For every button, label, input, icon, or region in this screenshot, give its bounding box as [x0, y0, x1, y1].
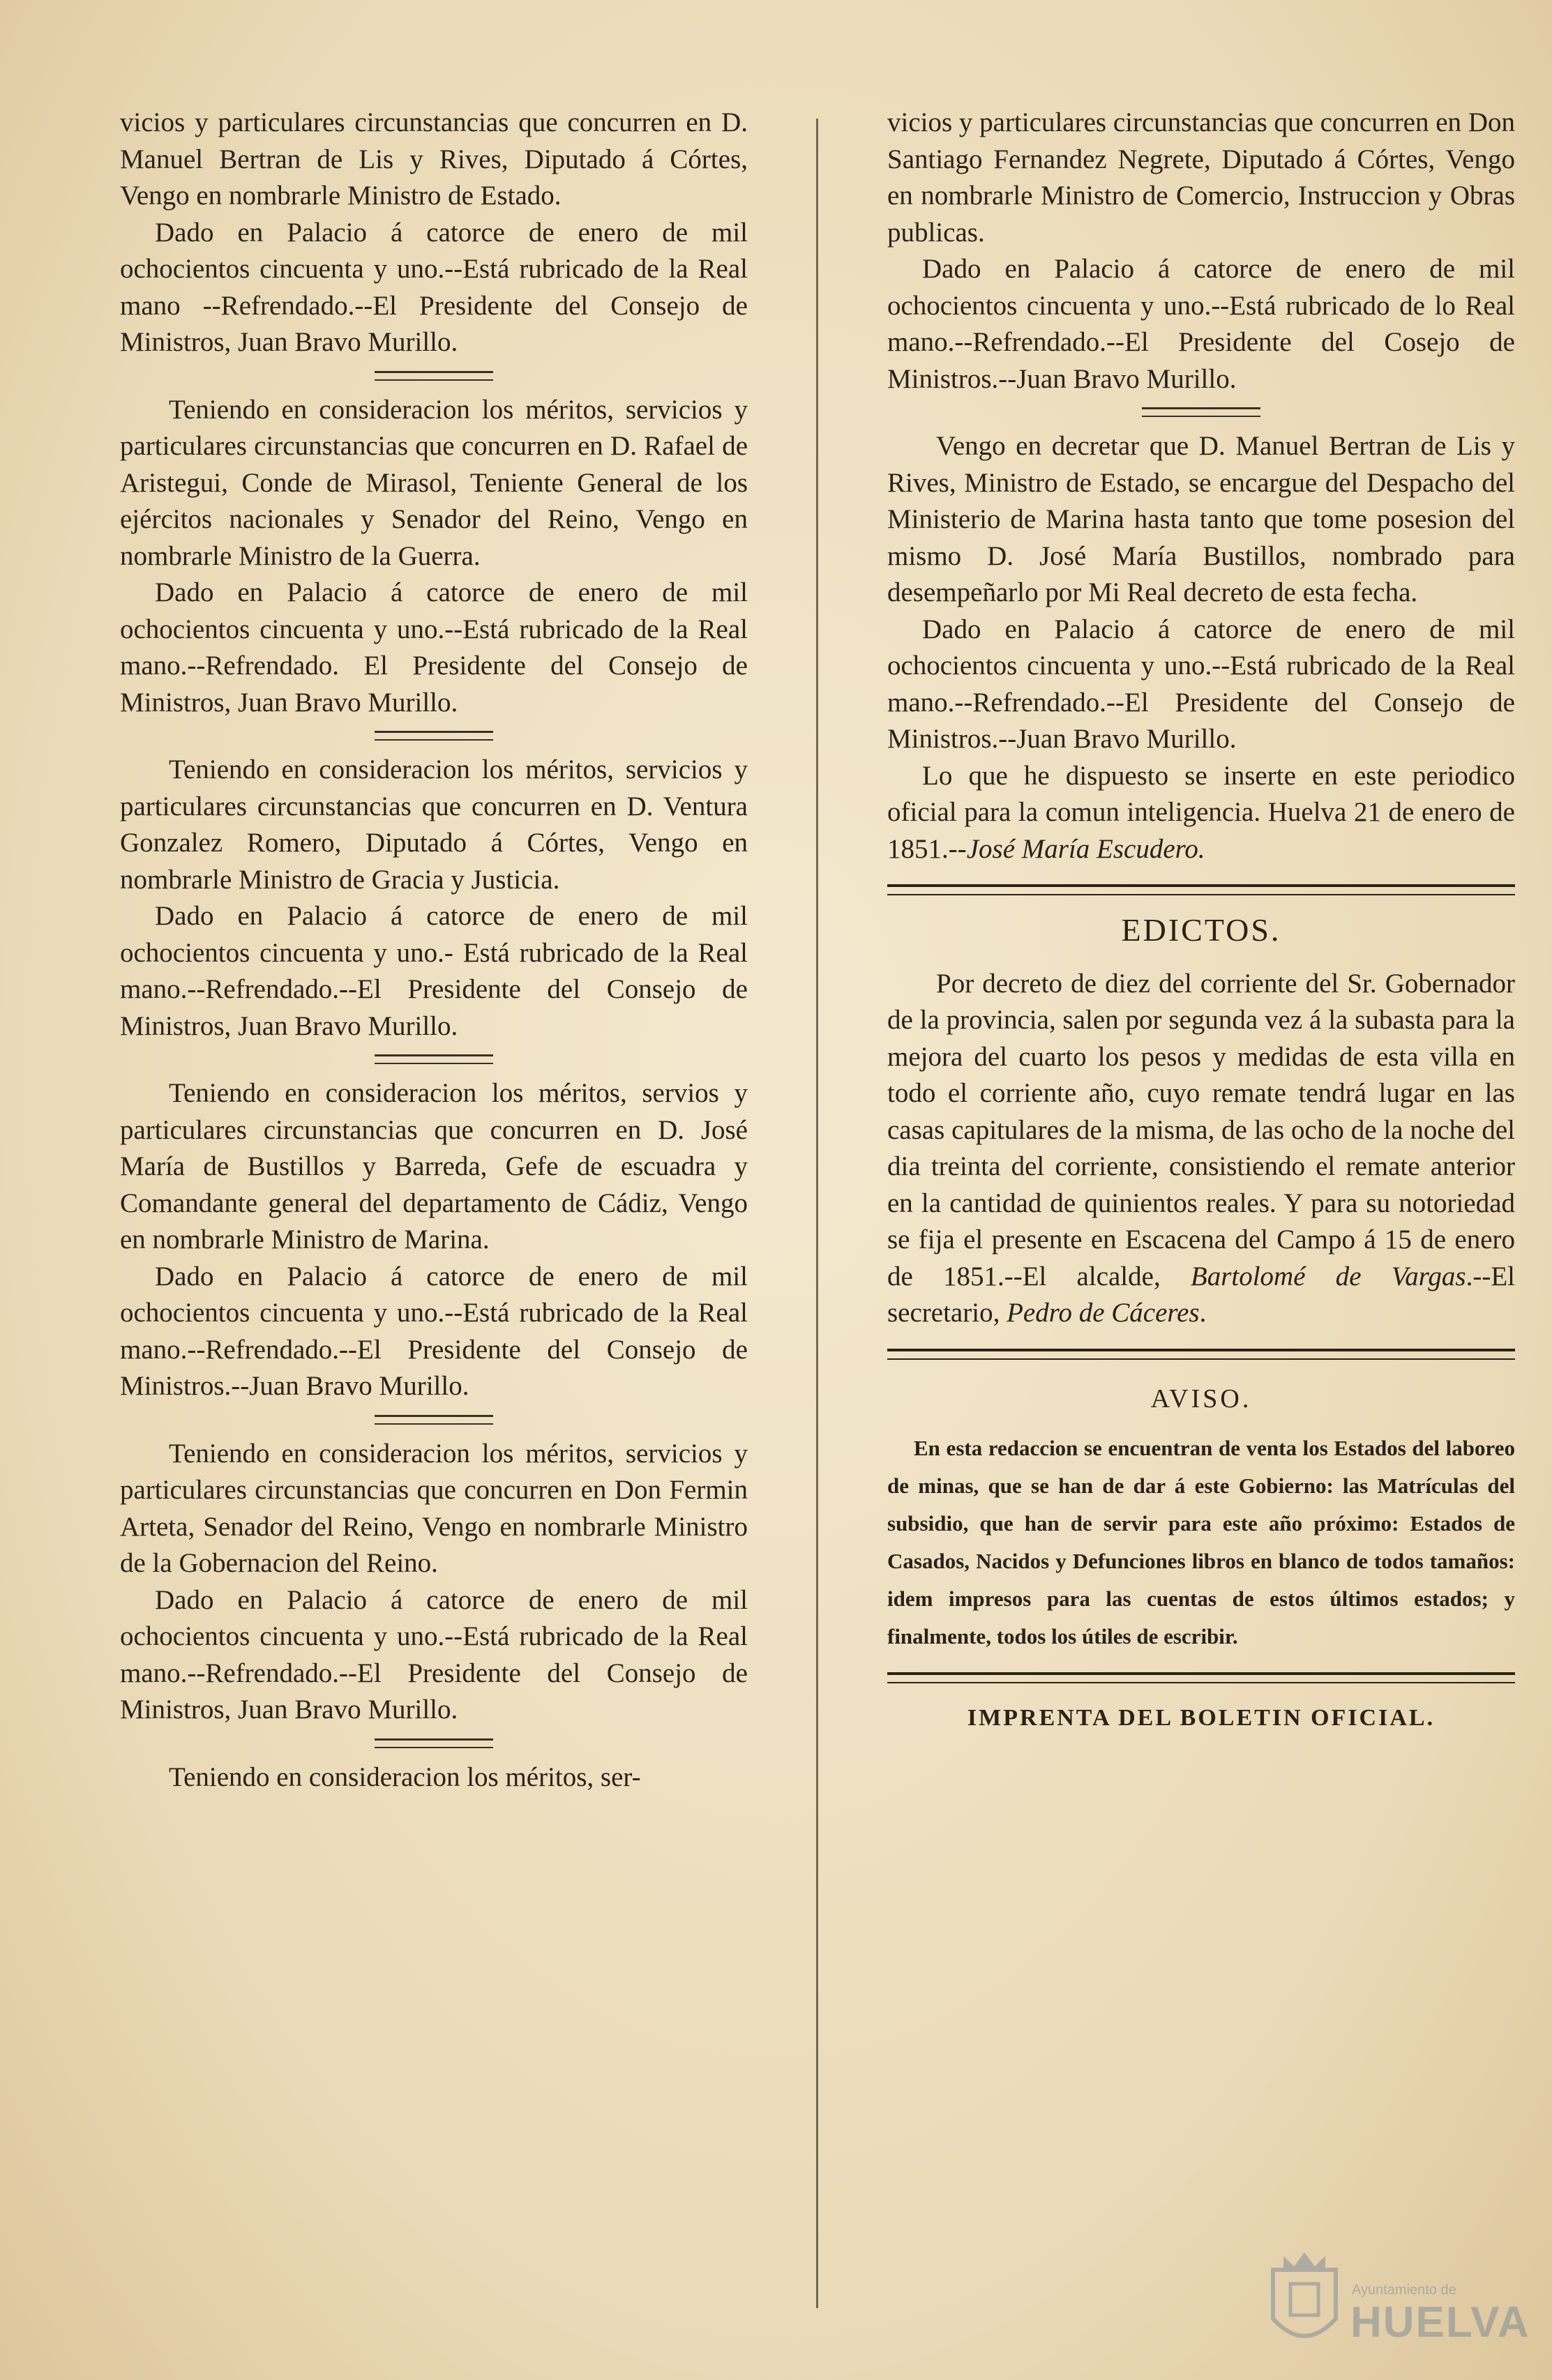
- dado-en-palacio: Dado en Palacio á catorce de enero de mil ochocientos cincuenta y uno.--Está rubricado de la Real mano.--Refrendado.--El Presidente del Consejo de Ministros.--Juan Bravo Murillo.: [120, 1261, 748, 1401]
- section-separator: [375, 1738, 493, 1748]
- watermark-big-text: HUELVA: [1350, 2298, 1530, 2347]
- dado-en-palacio: Dado en Palacio á catorce de enero de mil ochocientos cincuenta y uno.--Está rubricado de la Real mano.--Refrendado.--El Presidente del Consejo de Ministros.--Juan Bravo Murillo.: [887, 614, 1515, 754]
- decree-guerra: Teniendo en consideracion los méritos, servicios y particulares circunstancias que concurren en D. Rafael de Aristegui, Conde de Mirasol, Teniente General de los ejércitos nacionales y Senador del Reino, Vengo en nombrarle Ministro de la Guerra.: [120, 394, 748, 571]
- dado-en-palacio: Dado en Palacio á catorce de enero de mil ochocientos cincuenta y uno.--Está rubricado de la Real mano --Refrendado.--El Presidente del Consejo de Ministros, Juan Bravo Murillo.: [120, 217, 748, 357]
- section-double-rule: [887, 884, 1515, 895]
- publication-note-text: Lo que he dispuesto se inserte en este periodico oficial para la comun inteligencia. Huelva 21 de enero de 1851.--: [887, 760, 1515, 864]
- signature-escudero: José María Escudero.: [966, 833, 1205, 864]
- section-separator: [375, 371, 493, 381]
- decree-gobernacion: Teniendo en consideracion los méritos, servicios y particulares circunstancias que concurren en Don Fermin Arteta, Senador del Reino, Vengo en nombrarle Ministro de la Gobernacion del Reino.: [120, 1438, 748, 1578]
- dado-en-palacio: Dado en Palacio á catorce de enero de mil ochocientos cincuenta y uno.--Está rubricado de lo Real mano.--Refrendado.--El Presidente del Cosejo de Ministros.--Juan Bravo Murillo.: [887, 254, 1515, 394]
- footer-double-rule: [887, 1672, 1515, 1683]
- alcalde-name: Bartolomé de Vargas: [1190, 1261, 1466, 1291]
- edicto-end: .: [1199, 1298, 1207, 1328]
- coat-of-arms-icon: [1263, 2242, 1346, 2360]
- right-column: [887, 105, 1515, 1737]
- edictos-heading: EDICTOS.: [1121, 912, 1281, 948]
- aviso-heading: AVISO.: [1150, 1384, 1252, 1413]
- aviso-body: En esta redaccion se encuentran de venta los Estados del laboreo de minas, que se han de dar á este Gobierno: las Matrículas del subsidio, que han de servir para este año próximo: Estados de Casados, Nacidos y Defunciones libros en blanco de todos tamaños: idem impresos para las cuentas de estos últimos estados; y finalmente, todos los útiles de escribir.: [887, 1436, 1515, 1648]
- decree-marina: Teniendo en consideracion los méritos, servios y particulares circunstancias que concurren en D. José María de Bustillos y Barreda, Gefe de escuadra y Comandante general del departamento de Cádiz, Vengo en nombrarle Ministro de Marina.: [120, 1078, 748, 1255]
- publication-note: [887, 758, 1515, 868]
- left-column: [120, 105, 748, 1796]
- decree-gracia-justicia: Teniendo en consideracion los méritos, servicios y particulares circunstancias que concurren en D. Ventura Gonzalez Romero, Diputado á Córtes, Vengo en nombrarle Ministro de Gracia y Justicia.: [120, 755, 748, 895]
- edicto-text: Por decreto de diez del corriente del Sr. Gobernador de la provincia, salen por segunda vez á la subasta para la mejora del cuarto los pesos y medidas de esta villa en todo el corriente año, cuyo remate tendrá lugar en las casas capitulares de la misma, de las ocho de la noche del dia treinta del corriente, consistiendo el remate anterior en la cantidad de quinientos reales. Y para su notoriedad se fija el presente en Escacena del Campo á 15 de enero de 1851.--El alcalde,: [887, 968, 1515, 1291]
- edicto-mid: .--El secretario,: [887, 1261, 1515, 1328]
- edicto-paragraph: [887, 966, 1515, 1332]
- section-separator: [375, 1415, 493, 1425]
- dado-en-palacio: Dado en Palacio á catorce de enero de mil ochocientos cincuenta y uno.- Está rubricado de la Real mano.--Refrendado.--El Presidente del Consejo de Ministros, Juan Bravo Murillo.: [120, 901, 748, 1041]
- decree-despacho-marina: Vengo en decretar que D. Manuel Bertran de Lis y Rives, Ministro de Estado, se encargue del Despacho del Ministerio de Marina hasta tanto que tome posesion del mismo D. José María Bustillos, nombrado para desempeñarlo por Mi Real decreto de esta fecha.: [887, 431, 1515, 607]
- dado-en-palacio: Dado en Palacio á catorce de enero de mil ochocientos cincuenta y uno.--Está rubricado de la Real mano.--Refrendado.--El Presidente del Consejo de Ministros, Juan Bravo Murillo.: [120, 1584, 748, 1725]
- decree-continued: Teniendo en consideracion los méritos, ser-: [169, 1761, 641, 1792]
- watermark-small-text: Ayuntamiento de: [1352, 2282, 1456, 2298]
- decree-comercio: vicios y particulares circunstancias que concurren en Don Santiago Fernandez Negrete, Diputado á Córtes, Vengo en nombrarle Ministro de Comercio, Instruccion y Obras publicas.: [887, 107, 1515, 248]
- decree-estado-end: vicios y particulares circunstancias que concurren en D. Manuel Bertran de Lis y Rives, Diputado á Córtes, Vengo en nombrarle Ministro de Estado.: [120, 107, 748, 211]
- section-separator: [375, 731, 493, 741]
- ayuntamiento-watermark: [1263, 2242, 1530, 2360]
- dado-en-palacio: Dado en Palacio á catorce de enero de mil ochocientos cincuenta y uno.--Está rubricado de la Real mano.--Refrendado. El Presidente del Consejo de Ministros, Juan Bravo Murillo.: [120, 577, 748, 718]
- section-double-rule: [887, 1349, 1515, 1360]
- imprenta-footer: IMPRENTA DEL BOLETIN OFICIAL.: [967, 1705, 1436, 1731]
- section-separator: [375, 1054, 493, 1064]
- secretario-name: Pedro de Cáceres: [1007, 1298, 1200, 1328]
- column-divider: [816, 119, 818, 2308]
- section-separator: [1142, 407, 1260, 417]
